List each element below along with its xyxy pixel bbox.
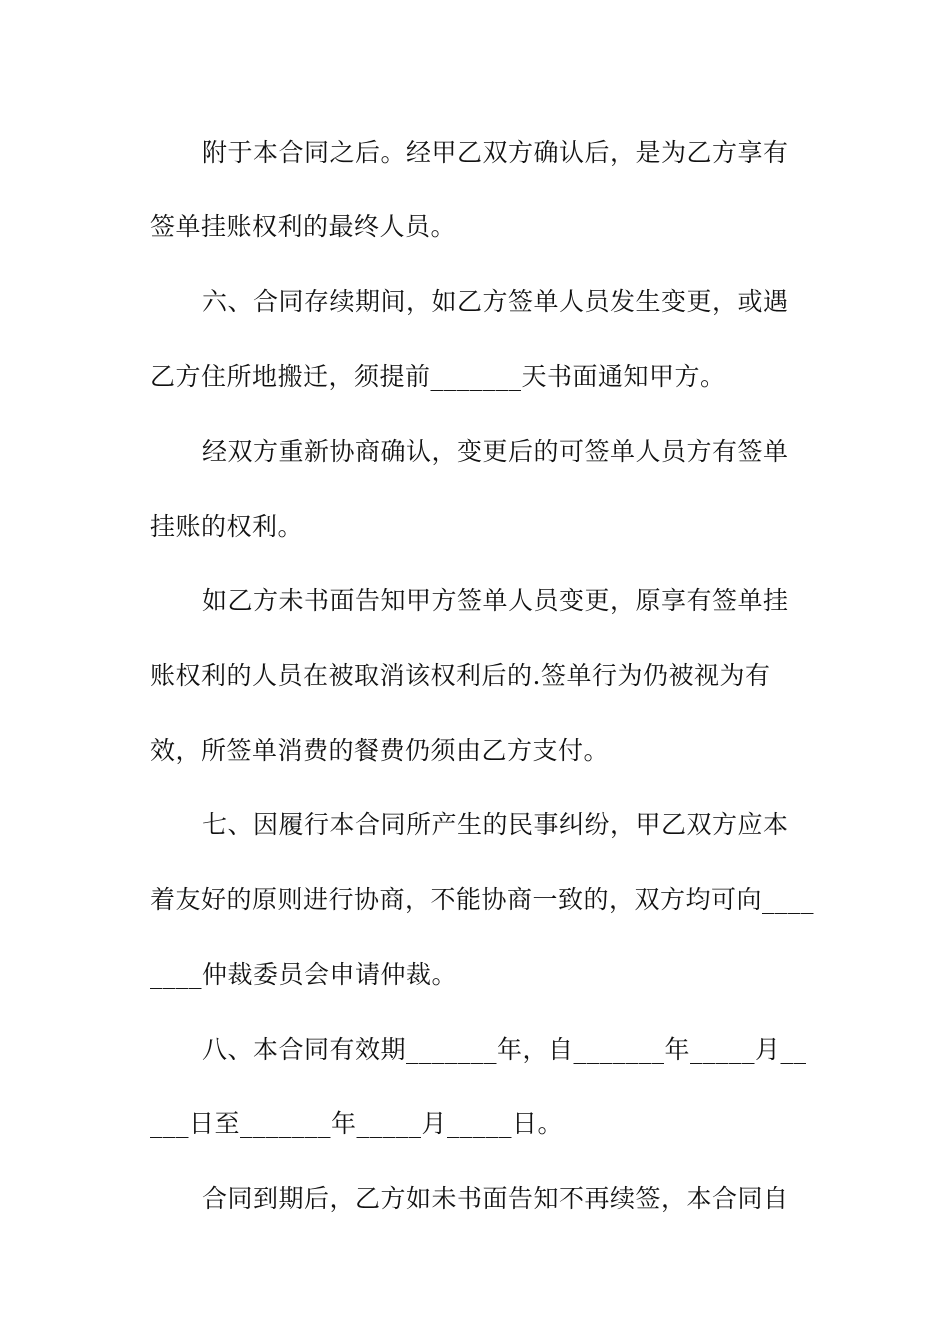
text-line-1: 附于本合同之后。经甲乙双方确认后，是为乙方享有: [202, 138, 789, 167]
text-line-8: 账权利的人员在被取消该权利后的.签单行为仍被视为有: [150, 661, 771, 690]
text-line-15: 合同到期后，乙方如未书面告知不再续签，本合同自: [202, 1184, 789, 1213]
text-line-14: ___日至_______年_____月_____日。: [150, 1109, 564, 1138]
text-line-3: 六、合同存续期间，如乙方签单人员发生变更，或遇: [202, 287, 789, 316]
text-line-13: 八、本合同有效期_______年，自_______年_____月__: [202, 1035, 807, 1064]
text-line-11: 着友好的原则进行协商，不能协商一致的，双方均可向____: [150, 885, 815, 914]
text-line-10: 七、因履行本合同所产生的民事纠纷，甲乙双方应本: [202, 810, 789, 839]
text-line-7: 如乙方未书面告知甲方签单人员变更，原享有签单挂: [202, 586, 789, 615]
text-line-9: 效，所签单消费的餐费仍须由乙方支付。: [150, 736, 610, 765]
text-line-12: ____仲裁委员会申请仲裁。: [150, 960, 458, 989]
text-line-6: 挂账的权利。: [150, 512, 304, 541]
text-line-5: 经双方重新协商确认，变更后的可签单人员方有签单: [202, 437, 789, 466]
text-line-2: 签单挂账权利的最终人员。: [150, 212, 457, 241]
text-line-4: 乙方住所地搬迁，须提前_______天书面通知甲方。: [150, 362, 726, 391]
